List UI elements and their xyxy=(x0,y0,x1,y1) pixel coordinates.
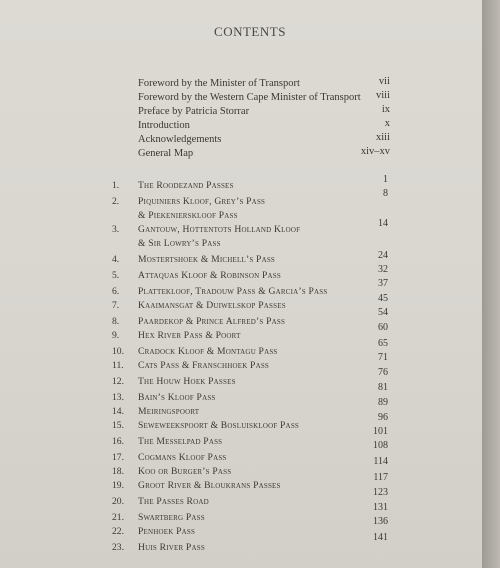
chapter-title: The Houw Hoek Passes xyxy=(138,376,236,387)
front-matter-label: Foreword by the Minister of Transport xyxy=(138,78,300,89)
chapter-title: Cogmans Kloof Pass xyxy=(138,452,227,463)
chapter-page: 89 xyxy=(378,397,388,408)
chapter-page: 32 xyxy=(378,264,388,275)
chapter-page: 108 xyxy=(373,440,388,451)
chapter-title: Koo or Burger’s Pass xyxy=(138,466,232,477)
chapter-number: 18. xyxy=(112,466,124,477)
chapter-number: 22. xyxy=(112,526,124,537)
chapter-page: 54 xyxy=(378,307,388,318)
chapter-page: 71 xyxy=(378,352,388,363)
chapter-number: 12. xyxy=(112,376,124,387)
chapter-title: Plattekloof, Tradouw Pass & Garcia’s Pass xyxy=(138,286,328,297)
chapter-number: 7. xyxy=(112,300,120,311)
chapter-number: 8. xyxy=(112,316,120,327)
front-matter-label: Preface by Patricia Storrar xyxy=(138,106,250,117)
chapter-page: 114 xyxy=(373,456,388,467)
front-matter-label: Introduction xyxy=(138,120,190,131)
chapter-number: 14. xyxy=(112,406,124,417)
page-edge xyxy=(482,0,500,568)
front-matter-page: x xyxy=(384,118,390,129)
chapter-title: The Roodezand Passes xyxy=(138,180,234,191)
chapter-number: 3. xyxy=(112,224,120,235)
chapter-title: Huis River Pass xyxy=(138,542,205,553)
chapter-title: Kaaimansgat & Duiwelskop Passes xyxy=(138,300,286,311)
chapter-number: 6. xyxy=(112,286,120,297)
chapter-page: 60 xyxy=(378,322,388,333)
front-matter-page: viii xyxy=(375,90,390,101)
front-matter-page: vii xyxy=(378,76,390,87)
chapter-page: 131 xyxy=(373,502,388,513)
chapter-number: 9. xyxy=(112,330,120,341)
chapter-title: The Messelpad Pass xyxy=(138,436,223,447)
chapter-number: 15. xyxy=(112,420,124,431)
chapter-number: 1. xyxy=(112,180,120,191)
front-matter-page: ix xyxy=(381,104,390,115)
chapter-page: 101 xyxy=(373,426,388,437)
chapter-title: Paardekop & Prince Alfred’s Pass xyxy=(138,316,286,327)
chapter-title: Bain’s Kloof Pass xyxy=(138,392,216,403)
chapter-title: Penhoek Pass xyxy=(138,526,196,537)
chapter-page: 8 xyxy=(383,188,388,199)
chapter-number: 10. xyxy=(112,346,124,357)
chapter-title: Hex River Pass & Poort xyxy=(138,330,241,341)
chapter-page: 45 xyxy=(378,293,388,304)
chapter-page: 123 xyxy=(373,487,388,498)
chapter-title: Meiringspoort xyxy=(138,406,200,417)
chapter-number: 11. xyxy=(112,360,124,371)
chapter-number: 23. xyxy=(112,542,124,553)
chapter-page: 37 xyxy=(378,278,388,289)
chapter-number: 20. xyxy=(112,496,124,507)
chapter-page: 117 xyxy=(373,472,388,483)
chapter-title: Attaquas Kloof & Robinson Pass xyxy=(138,270,281,281)
chapter-page: 14 xyxy=(378,218,388,229)
front-matter-label: Acknowledgements xyxy=(138,134,222,145)
chapter-page: 136 xyxy=(373,516,388,527)
chapter-number: 19. xyxy=(112,480,124,491)
chapter-number: 16. xyxy=(112,436,124,447)
chapter-title: Groot River & Bloukrans Passes xyxy=(138,480,281,491)
chapter-title-continued: & Sir Lowry’s Pass xyxy=(138,238,221,249)
chapter-title: Gantouw, Hottentots Holland Kloof xyxy=(138,224,301,235)
front-matter-label: Foreword by the Western Cape Minister of Transport xyxy=(138,92,361,103)
front-matter-page: xiii xyxy=(375,132,390,143)
chapter-title: Mostertshoek & Michell’s Pass xyxy=(138,254,276,265)
chapter-page: 96 xyxy=(378,412,388,423)
chapter-page: 81 xyxy=(378,382,388,393)
chapter-number: 2. xyxy=(112,196,120,207)
chapter-number: 13. xyxy=(112,392,124,403)
chapter-number: 4. xyxy=(112,254,120,265)
chapter-title: Piquiniers Kloof, Grey’s Pass xyxy=(138,196,266,207)
chapter-page: 1 xyxy=(383,174,388,185)
chapter-title-continued: & Piekenierskloof Pass xyxy=(138,210,238,221)
chapter-title: Cradock Kloof & Montagu Pass xyxy=(138,346,278,357)
chapter-title: Cats Pass & Franschhoek Pass xyxy=(138,360,270,371)
chapter-number: 21. xyxy=(112,512,124,523)
chapter-page: 76 xyxy=(378,367,388,378)
chapter-title: The Passes Road xyxy=(138,496,209,507)
chapter-page: 141 xyxy=(373,532,388,543)
chapter-page: 65 xyxy=(378,338,388,349)
contents-heading: CONTENTS xyxy=(214,24,286,39)
chapter-number: 5. xyxy=(112,270,120,281)
chapter-page: 24 xyxy=(378,250,388,261)
chapter-number: 17. xyxy=(112,452,124,463)
chapter-title: Swartberg Pass xyxy=(138,512,205,523)
chapter-title: Seweweekspoort & Bosluiskloof Pass xyxy=(138,420,300,431)
front-matter-label: General Map xyxy=(138,148,194,159)
front-matter-page: xiv–xv xyxy=(360,146,390,157)
